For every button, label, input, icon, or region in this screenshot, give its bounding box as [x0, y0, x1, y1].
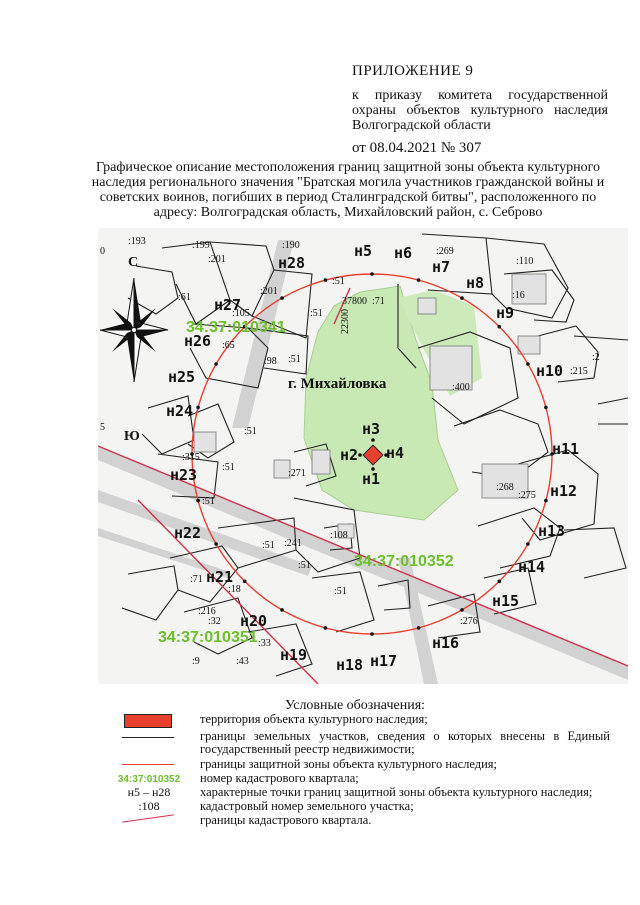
zone-line-swatch [122, 764, 174, 765]
legend-text: территория объекта культурного наследия; [200, 712, 428, 726]
zone-point-dot [417, 626, 421, 630]
legend-symbol: 34:37:010352 [117, 774, 181, 785]
legend-item-quarter-number [108, 772, 608, 786]
legend-item-zone [108, 758, 608, 772]
zone-point-dot [544, 499, 548, 503]
zone-point-dot [214, 362, 218, 366]
zone-point-dot [214, 542, 218, 546]
order-reference: к приказу комитета государственной охраны объектов культурного наследия Волгоградской области [352, 88, 608, 133]
point-label: н27 [214, 296, 242, 314]
zone-point-dot [324, 626, 328, 630]
point-label: н21 [206, 568, 234, 586]
zone-point-dot [370, 632, 374, 636]
zone-point-dot [370, 272, 374, 276]
point-label: н14 [518, 558, 546, 576]
parcel-line-swatch [122, 737, 174, 738]
parcel-label: :18 [228, 584, 241, 595]
parcel-label: :216 [198, 606, 216, 617]
legend-title: Условные обозначения: [285, 698, 426, 713]
parcel-label: :51 [202, 496, 215, 507]
point-label: н22 [174, 524, 202, 542]
legend-text: характерные точки границ защитной зоны объекта культурного наследия; [200, 785, 593, 799]
zone-point-dot [460, 608, 464, 612]
zone-point-dot [196, 406, 200, 410]
parcel-label: :98 [264, 356, 277, 367]
appendix-label: ПРИЛОЖЕНИЕ 9 [352, 63, 474, 79]
parcel-label: :108 [330, 530, 348, 541]
quarter-label: 34:37:010352 [354, 553, 454, 570]
legend-item-points [108, 786, 608, 800]
compass-north: С [128, 255, 139, 270]
legend-item-parcel-number [108, 800, 608, 814]
point-label: н28 [278, 254, 306, 272]
zone-point-dot [460, 296, 464, 300]
point-label: н12 [550, 482, 578, 500]
parcel-label: :201 [208, 254, 226, 265]
point-label: н7 [432, 258, 451, 276]
parcel-label: :275 [518, 490, 536, 501]
parcel-label: :51 [310, 308, 323, 319]
zone-point-dot [544, 406, 548, 410]
point-label: н16 [432, 634, 460, 652]
parcel-label: :268 [496, 482, 514, 493]
legend-text: границы защитной зоны объекта культурного наследия; [200, 757, 498, 771]
parcel-label: :16 [512, 290, 525, 301]
parcel-label: :71 [372, 296, 385, 307]
parcel-label: :65 [222, 340, 235, 351]
parcel-label: :61 [178, 292, 191, 303]
point-label: н8 [466, 274, 485, 292]
parcel-label: :271 [288, 468, 306, 479]
parcel-label: :201 [260, 286, 278, 297]
point-label: н23 [170, 466, 198, 484]
point-label: н17 [370, 652, 398, 670]
parcel-label: :110 [516, 256, 534, 267]
zone-point-dot [243, 580, 247, 584]
edge-number: 5 [100, 422, 105, 433]
point-label: н25 [168, 368, 196, 386]
point-label: н6 [394, 244, 413, 262]
point-label: н15 [492, 592, 520, 610]
zone-point-dot [196, 499, 200, 503]
point-label: н20 [240, 612, 268, 630]
point-label: н1 [362, 470, 381, 488]
legend-text: кадастровый номер земельного участка; [200, 799, 414, 813]
parcel-label: :193 [128, 236, 146, 247]
zone-point-dot [417, 278, 421, 282]
parcel-label: 37800 [342, 296, 367, 307]
point-label: н10 [536, 362, 564, 380]
point-label: н13 [538, 522, 566, 540]
legend-symbol: :108 [138, 799, 160, 813]
parcel-label: :190 [282, 240, 300, 251]
quarter-label: 34:37:010351 [158, 629, 258, 646]
legend-item-quarter-boundary [108, 814, 608, 828]
parcel-label: :105 [232, 308, 250, 319]
parcel-label: :51 [222, 462, 235, 473]
legend-item-heritage [108, 713, 608, 729]
parcel-label: :400 [452, 382, 470, 393]
document-title: Графическое описание местоположения границ защитной зоны объекта культурного наследия регионального значения "Братская могила участников гражданской войны и советских воинов, погибших в период Сталинградской битвы", расположенного по адресу: Волгоградская область, Михайловский район, с. Себрово [91, 160, 605, 220]
point-label: н18 [336, 656, 364, 674]
parcel-label: :2 [592, 352, 600, 363]
parcel-label: :51 [288, 354, 301, 365]
point-label: н26 [184, 332, 212, 350]
point-label: н24 [166, 402, 194, 420]
parcel-label: :241 [284, 538, 302, 549]
compass-south: Ю [124, 429, 140, 444]
legend-item-parcel [108, 730, 608, 758]
zone-point-dot [280, 608, 284, 612]
legend-text: границы земельных участков, сведения о которых внесены в Единый государственный реестр недвижимости; [200, 729, 610, 756]
quarter-line-swatch [122, 814, 174, 822]
parcel-label: :269 [436, 246, 454, 257]
parcel-label: :9 [192, 656, 200, 667]
zone-point-dot [280, 296, 284, 300]
parcel-label: :71 [190, 574, 203, 585]
parcel-label: :51 [298, 560, 311, 571]
legend-text: номер кадастрового квартала; [200, 771, 359, 785]
zone-point-dot [498, 580, 502, 584]
zone-point-dot [324, 278, 328, 282]
quarter-label: 34:37:010341 [186, 319, 286, 336]
parcel-label: 22300 [340, 309, 351, 334]
point-label: н5 [354, 242, 373, 260]
heritage-area-swatch [124, 714, 172, 728]
point-label: н11 [552, 440, 580, 458]
point-label: н4 [386, 444, 405, 462]
parcel-label: :51 [334, 586, 347, 597]
zone-point-dot [526, 542, 530, 546]
town-label: г. Михайловка [288, 376, 387, 392]
parcel-label: :315 [182, 452, 200, 463]
parcel-label: :33 [258, 638, 271, 649]
parcel-label: :276 [460, 616, 478, 627]
zone-point-dot [498, 325, 502, 329]
legend-text: границы кадастрового квартала. [200, 813, 372, 827]
point-label: н9 [496, 304, 515, 322]
point-label: н3 [362, 420, 381, 438]
parcel-label: :199 [192, 240, 210, 251]
parcel-label: :51 [262, 540, 275, 551]
parcel-label: :32 [208, 616, 221, 627]
parcel-label: :43 [236, 656, 249, 667]
point-label: н2 [340, 446, 359, 464]
edge-number: 0 [100, 246, 105, 257]
zone-point-dot [526, 362, 530, 366]
parcel-label: :215 [570, 366, 588, 377]
map-area [98, 228, 628, 684]
legend-symbol: н5 – н28 [127, 785, 171, 799]
point-label: н19 [280, 646, 308, 664]
parcel-label: :51 [244, 426, 257, 437]
order-date: от 08.04.2021 № 307 [352, 140, 482, 156]
parcel-label: :51 [332, 276, 345, 287]
